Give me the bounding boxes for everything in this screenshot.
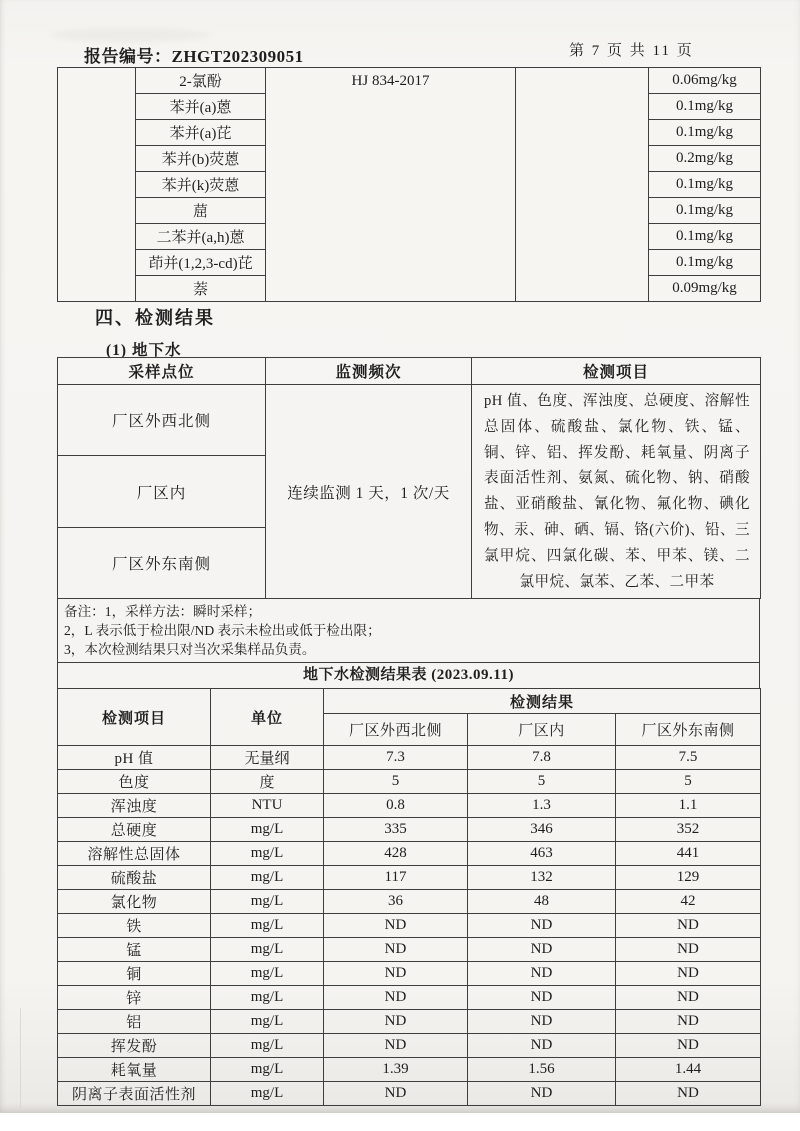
detection-limit-cell: 0.1mg/kg — [649, 94, 761, 120]
result-value-cell: ND — [324, 1010, 468, 1034]
detection-limit-cell: 0.09mg/kg — [649, 276, 761, 302]
subsection-title: (1) 地下水 — [106, 342, 182, 359]
section-title: 四、检测结果 — [95, 308, 215, 328]
unit-cell: 无量纲 — [211, 746, 324, 770]
table-row — [58, 1010, 761, 1034]
detection-limit-cell: 0.1mg/kg — [649, 250, 761, 276]
analyte-name-cell: 苯并(a)蒽 — [136, 94, 266, 120]
detection-limit-cell: 0.1mg/kg — [649, 198, 761, 224]
result-value-cell: 352 — [616, 818, 761, 842]
test-item-cell: 铝 — [58, 1010, 211, 1034]
col-header-result: 检测结果 — [324, 689, 761, 714]
result-value-cell: ND — [324, 986, 468, 1010]
result-value-cell: 346 — [468, 818, 616, 842]
result-value-cell: ND — [616, 1034, 761, 1058]
result-value-cell: 5 — [324, 770, 468, 794]
analyte-name-cell: 二苯并(a,h)蒽 — [136, 224, 266, 250]
table-row — [58, 770, 761, 794]
col-header-frequency: 监测频次 — [266, 358, 472, 385]
test-item-cell: 铁 — [58, 914, 211, 938]
groundwater-block — [57, 357, 760, 1106]
page-indicator: 第 7 页 共 11 页 — [569, 43, 694, 59]
result-value-cell: ND — [616, 938, 761, 962]
test-item-cell: 挥发酚 — [58, 1034, 211, 1058]
analyte-name-cell: 2-氯酚 — [136, 68, 266, 94]
result-value-cell: ND — [324, 914, 468, 938]
result-value-cell: 5 — [616, 770, 761, 794]
unit-cell: mg/L — [211, 962, 324, 986]
test-item-cell: 色度 — [58, 770, 211, 794]
notes-box — [57, 598, 760, 663]
test-item-cell: 总硬度 — [58, 818, 211, 842]
unit-cell: mg/L — [211, 842, 324, 866]
unit-cell: mg/L — [211, 890, 324, 914]
note-line: 3，本次检测结果只对当次采集样品负责。 — [64, 641, 316, 657]
result-value-cell: ND — [468, 1010, 616, 1034]
monitoring-plan-table — [57, 357, 761, 599]
result-value-cell: 1.1 — [616, 794, 761, 818]
unit-cell: NTU — [211, 794, 324, 818]
result-value-cell: ND — [324, 1034, 468, 1058]
result-value-cell: 1.44 — [616, 1058, 761, 1082]
method-standard-cell: HJ 834-2017 — [266, 68, 516, 302]
sampling-location-cell: 厂区外东南侧 — [58, 527, 266, 598]
result-value-cell: ND — [324, 962, 468, 986]
detection-limit-cell: 0.1mg/kg — [649, 172, 761, 198]
results-table-title: 地下水检测结果表 (2023.09.11) — [57, 662, 760, 689]
table-row — [58, 986, 761, 1010]
table-row — [58, 746, 761, 770]
result-value-cell: 463 — [468, 842, 616, 866]
groundwater-results-table — [57, 688, 761, 1106]
detection-limit-cell: 0.2mg/kg — [649, 146, 761, 172]
frequency-cell: 连续监测 1 天，1 次/天 — [266, 385, 472, 599]
result-value-cell: 132 — [468, 866, 616, 890]
scan-artifact-line — [20, 1008, 21, 1108]
result-value-cell: 441 — [616, 842, 761, 866]
result-value-cell: 129 — [616, 866, 761, 890]
test-item-cell: 氯化物 — [58, 890, 211, 914]
result-value-cell: ND — [468, 986, 616, 1010]
result-value-cell: 7.5 — [616, 746, 761, 770]
result-value-cell: 7.3 — [324, 746, 468, 770]
unit-cell: mg/L — [211, 1082, 324, 1106]
analyte-name-cell: 苯并(b)荧蒽 — [136, 146, 266, 172]
unit-cell: mg/L — [211, 1058, 324, 1082]
result-value-cell: 0.8 — [324, 794, 468, 818]
merged-empty-cell — [58, 68, 136, 302]
result-value-cell: ND — [468, 1034, 616, 1058]
soil-detection-limits-table — [57, 67, 761, 302]
table-header-row — [58, 689, 761, 714]
result-value-cell: 1.56 — [468, 1058, 616, 1082]
unit-cell: mg/L — [211, 986, 324, 1010]
analyte-name-cell: 茚并(1,2,3-cd)芘 — [136, 250, 266, 276]
unit-cell: mg/L — [211, 914, 324, 938]
analyte-name-cell: 苯并(k)荧蒽 — [136, 172, 266, 198]
note-line: 2，L 表示低于检出限/ND 表示未检出或低于检出限； — [64, 622, 381, 638]
table-row — [58, 794, 761, 818]
note-line: 备注：1，采样方法：瞬时采样； — [64, 604, 262, 620]
test-item-cell: 溶解性总固体 — [58, 842, 211, 866]
result-value-cell: 117 — [324, 866, 468, 890]
col-header-unit: 单位 — [211, 689, 324, 746]
table-row — [58, 914, 761, 938]
location-column-header: 厂区外东南侧 — [616, 714, 761, 746]
result-value-cell: ND — [324, 1082, 468, 1106]
table-row — [58, 68, 761, 94]
table-row — [58, 938, 761, 962]
result-value-cell: 1.3 — [468, 794, 616, 818]
result-value-cell: ND — [468, 1082, 616, 1106]
report-number: 报告编号：ZHGT202309051 — [84, 47, 304, 66]
table-row — [58, 890, 761, 914]
col-header-location: 采样点位 — [58, 358, 266, 385]
detection-limit-cell: 0.1mg/kg — [649, 120, 761, 146]
result-value-cell: 335 — [324, 818, 468, 842]
sampling-location-cell: 厂区内 — [58, 456, 266, 527]
col-header-item: 检测项目 — [58, 689, 211, 746]
analyte-name-cell: 䓛 — [136, 198, 266, 224]
result-value-cell: 5 — [468, 770, 616, 794]
test-item-cell: 锌 — [58, 986, 211, 1010]
test-items-cell: pH 值、色度、浑浊度、总硬度、溶解性总固体、硫酸盐、氯化物、铁、锰、铜、锌、铝、挥发酚、耗氧量、阴离子表面活性剂、氨氮、硫化物、钠、硝酸盐、亚硝酸盐、氰化物、氟化物、碘化物、汞、砷、硒、镉、铬(六价)、铅、三氯甲烷、四氯化碳、苯、甲苯、镁、二氯甲烷、氯苯、乙苯、二甲苯 — [472, 385, 761, 599]
result-value-cell: ND — [468, 962, 616, 986]
table-row — [58, 962, 761, 986]
result-value-cell: 428 — [324, 842, 468, 866]
result-value-cell: 42 — [616, 890, 761, 914]
location-column-header: 厂区内 — [468, 714, 616, 746]
result-value-cell: 1.39 — [324, 1058, 468, 1082]
result-value-cell: ND — [616, 986, 761, 1010]
col-header-items: 检测项目 — [472, 358, 761, 385]
test-item-cell: 阴离子表面活性剂 — [58, 1082, 211, 1106]
test-item-cell: 铜 — [58, 962, 211, 986]
test-item-cell: 耗氧量 — [58, 1058, 211, 1082]
scan-smudge — [50, 28, 210, 42]
analyte-name-cell: 萘 — [136, 276, 266, 302]
table-row — [58, 1058, 761, 1082]
table-row — [58, 1082, 761, 1106]
result-value-cell: ND — [468, 938, 616, 962]
table-row — [58, 385, 761, 456]
sampling-location-cell: 厂区外西北侧 — [58, 385, 266, 456]
test-item-cell: 锰 — [58, 938, 211, 962]
result-value-cell: ND — [324, 938, 468, 962]
unit-cell: mg/L — [211, 1010, 324, 1034]
unit-cell: mg/L — [211, 818, 324, 842]
soil-limits-body — [58, 68, 761, 302]
result-value-cell: ND — [616, 1010, 761, 1034]
table-row — [58, 866, 761, 890]
result-value-cell: ND — [616, 962, 761, 986]
analyte-name-cell: 苯并(a)芘 — [136, 120, 266, 146]
result-value-cell: 48 — [468, 890, 616, 914]
result-value-cell: ND — [616, 914, 761, 938]
table-row — [58, 818, 761, 842]
merged-empty-cell — [516, 68, 649, 302]
unit-cell: mg/L — [211, 866, 324, 890]
unit-cell: mg/L — [211, 1034, 324, 1058]
location-column-header: 厂区外西北侧 — [324, 714, 468, 746]
result-value-cell: 36 — [324, 890, 468, 914]
result-value-cell: ND — [616, 1082, 761, 1106]
result-value-cell: 7.8 — [468, 746, 616, 770]
test-item-cell: 硫酸盐 — [58, 866, 211, 890]
unit-cell: mg/L — [211, 938, 324, 962]
result-value-cell: ND — [468, 914, 616, 938]
table-row — [58, 1034, 761, 1058]
table-row — [58, 358, 761, 385]
table-row — [58, 842, 761, 866]
test-item-cell: pH 值 — [58, 746, 211, 770]
detection-limit-cell: 0.1mg/kg — [649, 224, 761, 250]
detection-limit-cell: 0.06mg/kg — [649, 68, 761, 94]
test-item-cell: 浑浊度 — [58, 794, 211, 818]
unit-cell: 度 — [211, 770, 324, 794]
